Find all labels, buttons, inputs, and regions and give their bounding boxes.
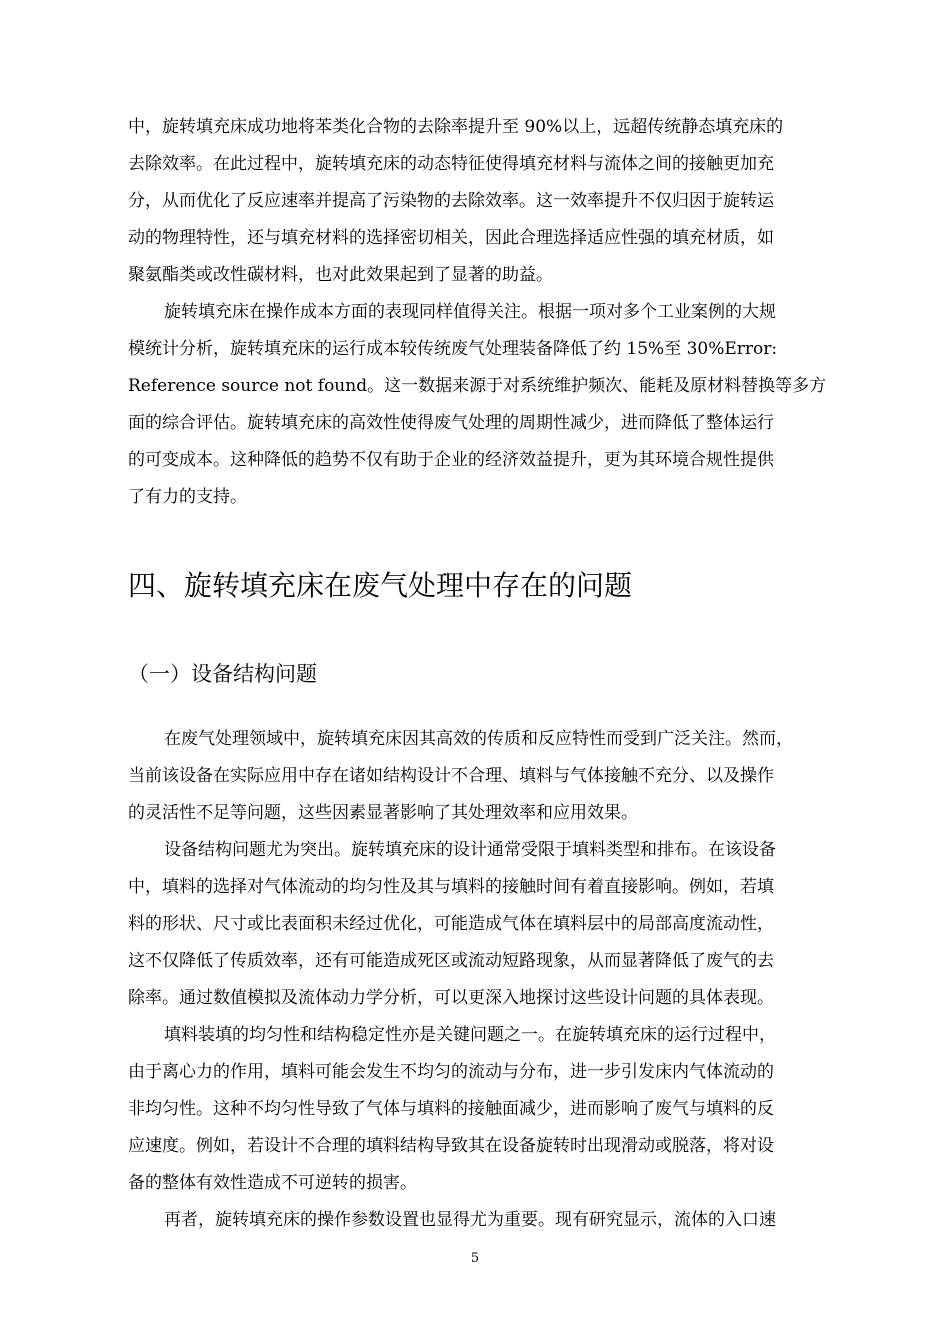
text-line: 非均匀性。这种不均匀性导致了气体与填料的接触面减少，进而影响了废气与填料的反: [128, 1099, 774, 1119]
text-line: 备的整体有效性造成不可逆转的损害。: [128, 1173, 417, 1193]
text-line: 填料装填的均匀性和结构稳定性亦是关键问题之一。在旋转填充床的运行过程中，: [164, 1025, 776, 1045]
text-line: 当前该设备在实际应用中存在诸如结构设计不合理、填料与气体接触不充分、以及操作: [128, 766, 774, 786]
text-line: 在废气处理领域中，旋转填充床因其高效的传质和反应特性而受到广泛关注。然而，: [164, 729, 793, 749]
text-line: 设备结构问题尤为突出。旋转填充床的设计通常受限于填料类型和排布。在该设备: [164, 840, 776, 860]
text-line: Reference source not found。这一数据来源于对系统维护频次、能耗及原材料替换等多方: [128, 376, 827, 396]
text-line: 由于离心力的作用，填料可能会发生不均匀的流动与分布，进一步引发床内气体流动的: [128, 1062, 774, 1082]
text-line: 了有力的支持。: [128, 487, 247, 507]
text-line: 面的综合评估。旋转填充床的高效性使得废气处理的周期性减少，进而降低了整体运行: [128, 413, 774, 433]
text-line: 中，旋转填充床成功地将苯类化合物的去除率提升至 90%以上，远超传统静态填充床的: [128, 117, 784, 137]
text-line: 的灵活性不足等问题，这些因素显著影响了其处理效率和应用效果。: [128, 803, 638, 823]
section-heading: 四、旋转填充床在废气处理中存在的问题: [128, 569, 633, 602]
page-number: 5: [470, 1251, 480, 1266]
text-line: 分，从而优化了反应速率并提高了污染物的去除效率。这一效率提升不仅归因于旋转运: [128, 191, 774, 211]
text-line: 模统计分析，旋转填充床的运行成本较传统废气处理装备降低了约 15%至 30%Error:: [128, 339, 778, 359]
subsection-heading: （一）设备结构问题: [128, 662, 317, 686]
text-line: 应速度。例如，若设计不合理的填料结构导致其在设备旋转时出现滑动或脱落，将对设: [128, 1136, 774, 1156]
text-line: 动的物理特性，还与填充材料的选择密切相关，因此合理选择适应性强的填充材质，如: [128, 228, 774, 248]
text-line: 的可变成本。这种降低的趋势不仅有助于企业的经济效益提升，更为其环境合规性提供: [128, 450, 774, 470]
text-line: 去除效率。在此过程中，旋转填充床的动态特征使得填充材料与流体之间的接触更加充: [128, 154, 774, 174]
text-line: 这不仅降低了传质效率，还有可能造成死区或流动短路现象，从而显著降低了废气的去: [128, 951, 774, 971]
text-line: 再者，旋转填充床的操作参数设置也显得尤为重要。现有研究显示，流体的入口速: [164, 1210, 776, 1230]
text-line: 除率。通过数值模拟及流体动力学分析，可以更深入地探讨这些设计问题的具体表现。: [128, 988, 774, 1008]
text-line: 聚氨酯类或改性碳材料，也对此效果起到了显著的助益。: [128, 265, 553, 285]
text-line: 旋转填充床在操作成本方面的表现同样值得关注。根据一项对多个工业案例的大规: [164, 302, 776, 322]
text-line: 料的形状、尺寸或比表面积未经过优化，可能造成气体在填料层中的局部高度流动性，: [128, 914, 774, 934]
text-line: 中，填料的选择对气体流动的均匀性及其与填料的接触时间有着直接影响。例如，若填: [128, 877, 774, 897]
